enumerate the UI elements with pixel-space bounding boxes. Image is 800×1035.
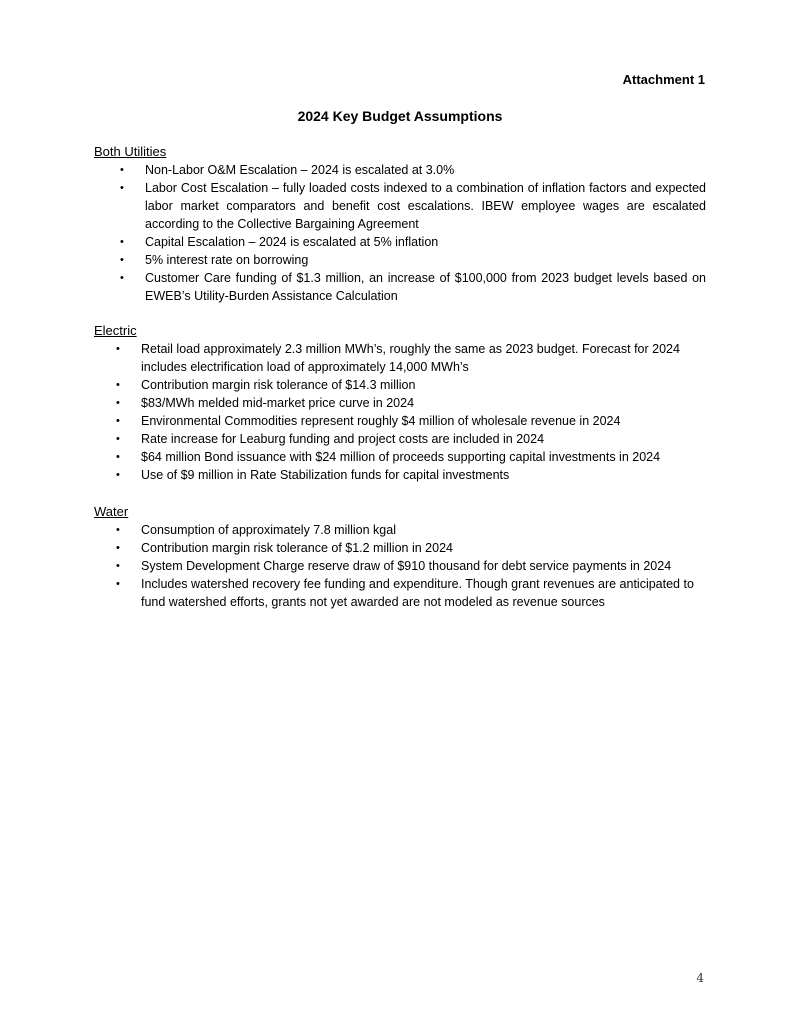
bullet-icon: •: [120, 236, 124, 248]
list-item: • 5% interest rate on borrowing: [120, 253, 309, 267]
list-item: • Environmental Commodities represent roughly $4 million of wholesale revenue in 2024: [116, 414, 621, 428]
section-heading-both-utilities: Both Utilities: [94, 144, 167, 159]
bullet-icon: •: [116, 469, 120, 481]
list-item: • Capital Escalation – 2024 is escalated at 5% inflation: [120, 235, 439, 249]
list-item: • $83/MWh melded mid-market price curve in 2024: [116, 396, 415, 410]
bullet-icon: •: [120, 164, 124, 176]
list-item: • System Development Charge reserve draw of $910 thousand for debt service payments in 2024: [116, 559, 672, 573]
bullet-icon: •: [116, 560, 120, 572]
bullet-icon: •: [116, 451, 120, 463]
bullet-icon: •: [116, 542, 120, 554]
list-item: • Customer Care funding of $1.3 million, an increase of $100,000 from 2023 budget levels based on EWEB’s Utility-Burden Assistance Calculation: [120, 271, 706, 303]
bullet-icon: •: [116, 379, 120, 391]
list-item: • Retail load approximately 2.3 million MWh’s, roughly the same as 2023 budget. Forecast for 2024 includes electrification load of approximately 14,000 MWh’s: [116, 342, 680, 374]
bullet-icon: •: [116, 524, 120, 536]
bullet-list-both-utilities: [94, 161, 706, 305]
list-item: • Non-Labor O&M Escalation – 2024 is escalated at 3.0%: [120, 163, 455, 177]
page-title: 2024 Key Budget Assumptions: [297, 108, 503, 124]
bullet-icon: •: [120, 272, 124, 284]
list-item: • Labor Cost Escalation – fully loaded costs indexed to a combination of inflation factors and expected labor market comparators and benefit cost escalations. IBEW employee wages are escalated according to the Collective Bargaining Agreement: [120, 181, 706, 231]
section-both-utilities: [94, 143, 706, 305]
bullet-icon: •: [116, 397, 120, 409]
section-electric: [94, 322, 706, 484]
bullet-icon: •: [116, 433, 120, 445]
list-item: • Includes watershed recovery fee funding and expenditure. Though grant revenues are anticipated to fund watershed efforts, grants not yet awarded are not modeled as revenue sources: [116, 577, 694, 609]
list-item: • $64 million Bond issuance with $24 million of proceeds supporting capital investments in 2024: [116, 450, 661, 464]
bullet-icon: •: [116, 415, 120, 427]
list-item: • Contribution margin risk tolerance of $1.2 million in 2024: [116, 541, 453, 555]
bullet-icon: •: [120, 254, 124, 266]
page-number: 4: [696, 971, 704, 985]
section-heading-water: Water: [94, 504, 129, 519]
bullet-list-electric: [94, 340, 706, 484]
bullet-list-water: [94, 521, 706, 611]
bullet-icon: •: [116, 578, 120, 590]
list-item: • Use of $9 million in Rate Stabilization funds for capital investments: [116, 468, 510, 482]
list-item: • Rate increase for Leaburg funding and project costs are included in 2024: [116, 432, 545, 446]
bullet-icon: •: [120, 182, 124, 194]
list-item: • Contribution margin risk tolerance of $14.3 million: [116, 378, 416, 392]
bullet-icon: •: [116, 343, 120, 355]
list-item: • Consumption of approximately 7.8 million kgal: [116, 523, 396, 537]
attachment-label: Attachment 1: [622, 72, 705, 87]
section-heading-electric: Electric: [94, 323, 137, 338]
section-water: [94, 503, 706, 611]
